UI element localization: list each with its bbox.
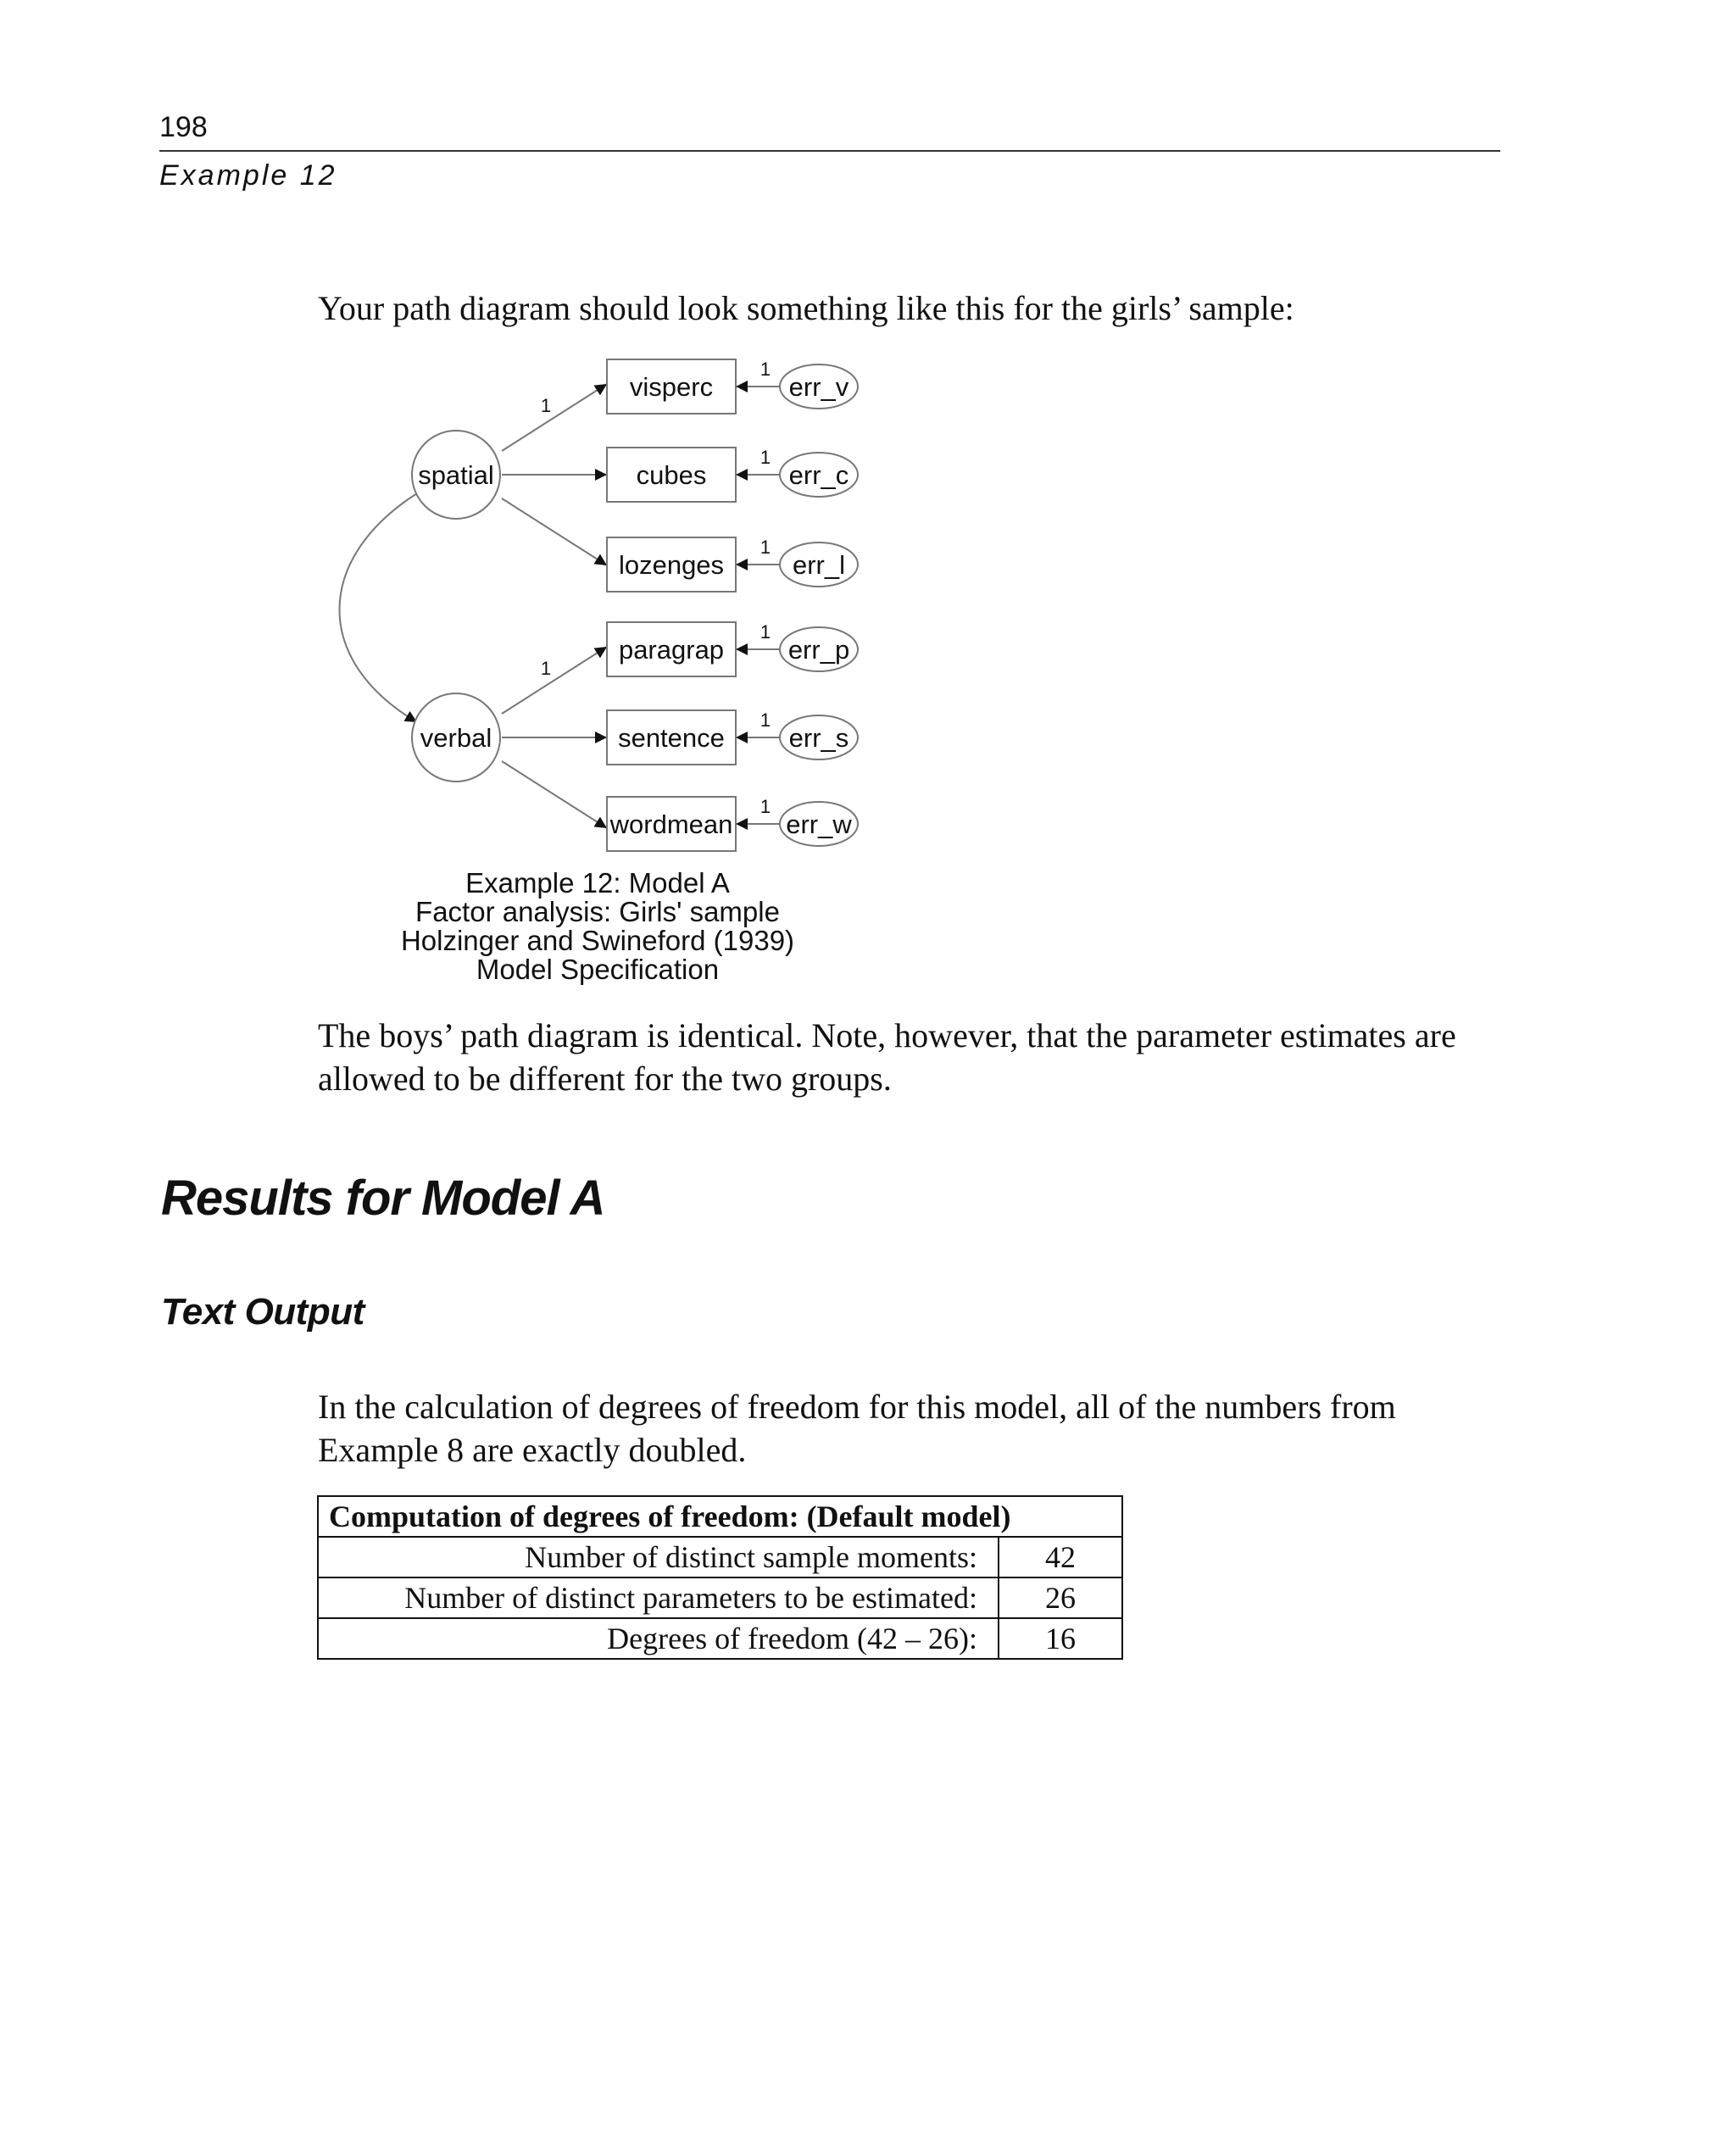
weight-err-v: 1 <box>760 359 771 380</box>
boys-paragraph: The boys’ path diagram is identical. Note, however, that the parameter estimates are allowed to be different for the two groups. <box>318 1016 1456 1098</box>
running-head: Example 12 <box>159 159 337 192</box>
df-row-label: Number of distinct parameters to be estimated: <box>318 1577 999 1618</box>
df-table-title: Computation of degrees of freedom: (Default model) <box>318 1496 1122 1537</box>
df-row-label: Degrees of freedom (42 – 26): <box>318 1618 999 1659</box>
path-diagram <box>0 0 1736 1000</box>
factor-verbal-label: verbal <box>420 723 492 753</box>
path-verbal-paragrap <box>502 647 607 714</box>
path-spatial-lozenges <box>502 498 607 565</box>
intro-paragraph: Your path diagram should look something like this for the girls’ sample: <box>318 289 1294 327</box>
weight-err-w: 1 <box>760 796 771 817</box>
observed-wordmean-label: wordmean <box>609 810 733 839</box>
df-row-value: 42 <box>999 1537 1122 1577</box>
weight-err-l: 1 <box>760 537 771 558</box>
df-row-label: Number of distinct sample moments: <box>318 1537 999 1577</box>
page-number: 198 <box>159 111 208 143</box>
error-err-l-label: err_l <box>792 550 846 580</box>
subsection-heading: Text Output <box>161 1291 364 1333</box>
error-err-c-label: err_c <box>788 460 849 490</box>
error-err-p-label: err_p <box>787 635 850 665</box>
path-verbal-wordmean <box>502 761 607 828</box>
observed-visperc-label: visperc <box>629 372 714 402</box>
error-err-s-label: err_s <box>788 723 849 753</box>
path-spatial-visperc <box>502 384 607 451</box>
factor-spatial-label: spatial <box>418 460 494 490</box>
weight-err-s: 1 <box>760 709 771 731</box>
df-paragraph: In the calculation of degrees of freedom for this model, all of the numbers from Example 8 are exactly doubled. <box>318 1388 1396 1469</box>
weight-err-c: 1 <box>760 447 771 468</box>
df-row-value: 16 <box>999 1618 1122 1659</box>
diagram-caption-line-1: Example 12: Model A <box>465 867 730 899</box>
table-row <box>318 1537 1122 1577</box>
observed-cubes-label: cubes <box>636 460 707 490</box>
covariance-arrow <box>340 493 418 722</box>
table-row <box>318 1577 1122 1618</box>
error-err-v-label: err_v <box>788 372 849 402</box>
diagram-caption-line-4: Model Specification <box>476 954 720 985</box>
df-table <box>317 1495 1123 1660</box>
section-heading: Results for Model A <box>161 1171 605 1226</box>
error-err-w-label: err_w <box>786 810 852 839</box>
weight-spatial-visperc: 1 <box>540 395 552 416</box>
observed-lozenges-label: lozenges <box>618 550 725 580</box>
df-row-value: 26 <box>999 1577 1122 1618</box>
table-row <box>318 1618 1122 1659</box>
observed-sentence-label: sentence <box>618 723 725 753</box>
diagram-caption-line-3: Holzinger and Swineford (1939) <box>400 925 795 956</box>
weight-verbal-paragrap: 1 <box>540 658 552 679</box>
observed-paragrap-label: paragrap <box>618 635 725 665</box>
weight-err-p: 1 <box>760 621 771 643</box>
diagram-caption-line-2: Factor analysis: Girls' sample <box>415 896 780 927</box>
